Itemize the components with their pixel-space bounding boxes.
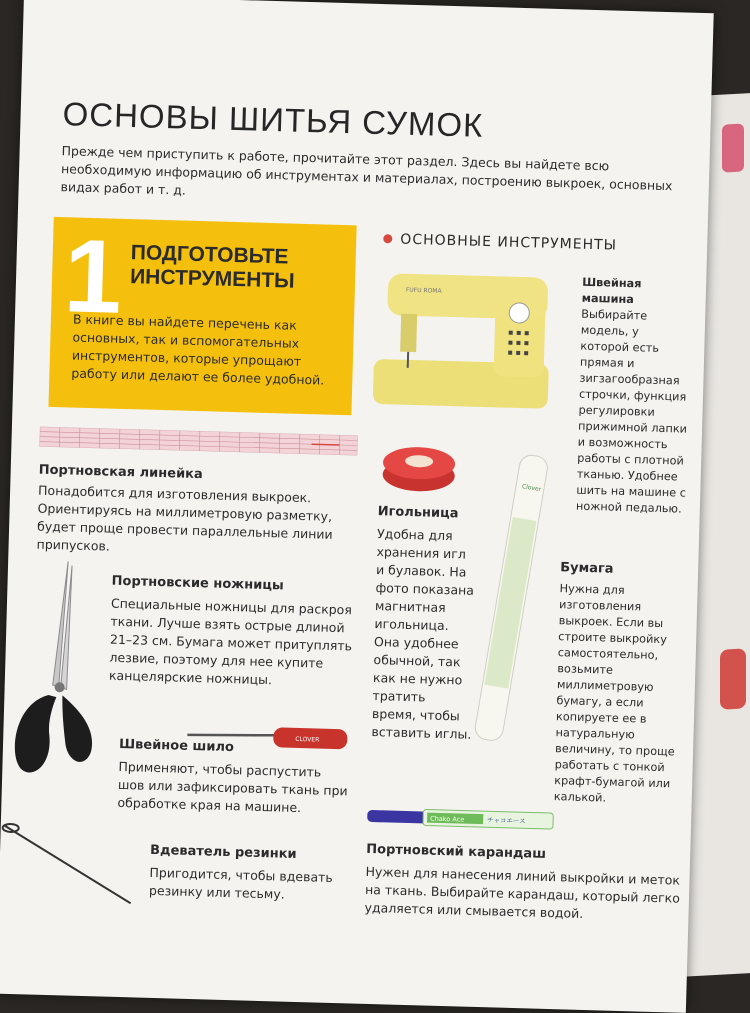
- paper-title: Бумага: [560, 560, 680, 578]
- scissors-photo: [2, 554, 108, 787]
- scissors-text: Специальные ножницы для раскроя ткани. Лучше взять острые длиной 21–23 см. Бумага может притуплять лезвие, поэтому для нее купите канцелярские ножницы.: [109, 595, 361, 692]
- bullet-icon: [383, 234, 392, 243]
- step-number: 1: [62, 217, 123, 338]
- threader-text: Пригодится, чтобы вдевать резинку или тесьму.: [149, 864, 350, 906]
- pencil-cap: [367, 810, 427, 824]
- machine-brand: FUFU ROMA: [406, 287, 443, 295]
- pencil-title: Портновский карандаш: [366, 842, 686, 866]
- stitch-selector: [508, 331, 529, 356]
- ruler-photo: [39, 427, 357, 456]
- awl-item: [117, 737, 349, 818]
- pincushion-photo: [378, 436, 462, 498]
- section-title: ОСНОВНЫЕ ИНСТРУМЕНТЫ: [400, 232, 617, 254]
- pencil-text: Нужен для нанесения линий выкройки и меток на ткань. Выбирайте карандаш, который легко удаляется или смывается водой.: [364, 863, 685, 926]
- machine-text: Выбирайте модель, у которой есть прямая и зигзагообразная строчки, функция регулировки прижимной лапки и возможность работы с плотной тканью. Удобнее шить на машине с ножной педалью.: [576, 307, 692, 518]
- pincushion-title: Игольница: [377, 504, 477, 522]
- threader-photo: [0, 816, 141, 910]
- awl-brand: CLOVER: [295, 736, 319, 744]
- paper-item: [554, 560, 681, 808]
- step-box: [48, 217, 356, 415]
- pencil-photo: [367, 804, 564, 833]
- sewing-machine-photo: [364, 259, 563, 419]
- awl-text: Применяют, чтобы распустить шов или зафиксировать ткань при обработке края на машине.: [117, 758, 348, 818]
- machine-needle-bar: [400, 314, 417, 352]
- threader-eye: [3, 824, 19, 832]
- threader-wire: [3, 826, 133, 904]
- paper-roll-label: [484, 517, 536, 689]
- pencil-brand: Chako Ace: [430, 815, 464, 824]
- pincushion-text: Удобна для хранения игл и булавок. На фото показана магнитная игольница. Она удобнее обычной, так как не нужно тратить время, чтобы вставить иглы.: [371, 525, 477, 744]
- ruler-text: Понадобится для изготовления выкроек. Ориентируясь на миллиметровую разметку, будет проще провести параллельные линии припусков.: [36, 482, 358, 563]
- paper-text: Нужна для изготовления выкроек. Если вы строите выкройку самостоятельно, возьмите миллиметровую бумагу, а если копируете ее в натуральную величину, то проще работать с тонкой крафт-бумагой или калькой.: [554, 581, 680, 808]
- pincushion-item: [371, 504, 478, 744]
- photo-fragment: [720, 648, 746, 709]
- awl-needle: [187, 733, 275, 737]
- step-text: В книге вы найдете перечень как основных, так и вспомогательных инструментов, которые упрощают работу или делают ее более удобной.: [71, 310, 341, 389]
- intro-paragraph: Прежде чем приступить к работе, прочитайте этот раздел. Здесь вы найдете всю необходимую информацию об инструментах и материалах, построению выкроек, основных видах работ и т. д.: [60, 142, 681, 213]
- dial-icon: [509, 303, 530, 324]
- threader-title: Вдеватель резинки: [150, 843, 350, 864]
- scissors-title: Портновские ножницы: [111, 574, 361, 596]
- paper-roll-photo: [473, 447, 549, 749]
- pencil-text: チャコエース: [487, 816, 526, 825]
- section-heading: [383, 231, 617, 254]
- ruler-item: [36, 463, 358, 563]
- spool-photo-fragment: [722, 123, 744, 172]
- machine-title: Швейная машина: [581, 275, 692, 310]
- paper-brand: Clover: [521, 483, 542, 493]
- ruler-title: Портновская линейка: [39, 463, 359, 487]
- machine-item: [576, 275, 693, 518]
- scissors-handle-right: [61, 695, 94, 762]
- step-title: ПОДГОТОВЬТЕ ИНСТРУМЕНТЫ: [130, 241, 331, 295]
- scissors-handle-left: [14, 694, 56, 773]
- ruler-mark: [312, 444, 340, 445]
- page-title: ОСНОВЫ ШИТЬЯ СУМОК: [62, 95, 484, 145]
- scissors-item: [109, 574, 362, 692]
- awl-title: Швейное шило: [119, 737, 349, 758]
- pencil-item: [364, 842, 686, 926]
- threader-item: [149, 843, 351, 906]
